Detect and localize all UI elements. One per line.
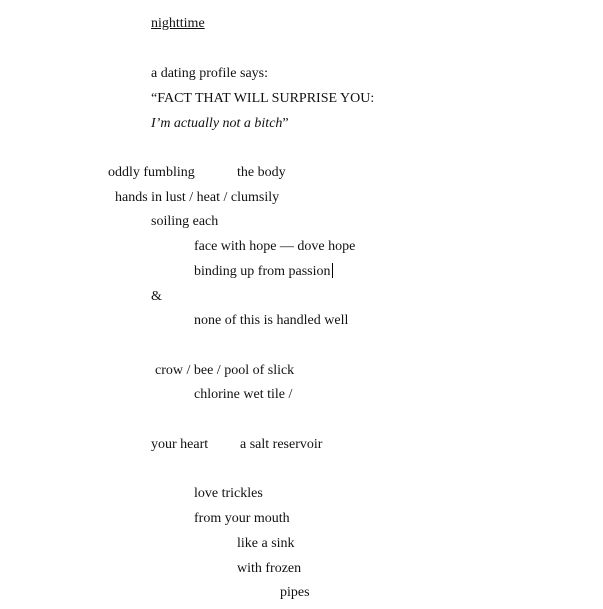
stanza1-line2: hands in lust / heat / clumsily [115, 190, 280, 205]
stanza1-line1-right: the body [237, 165, 286, 180]
intro-line-2: “FACT THAT WILL SURPRISE YOU: [151, 91, 375, 106]
stanza2-line1: crow / bee / pool of slick [155, 363, 295, 378]
intro-line-3 [151, 116, 289, 132]
stanza4-line5: pipes [280, 585, 310, 600]
intro-line-3-italic: I’m actually not a bitch [151, 116, 283, 131]
stanza1-line5 [194, 263, 333, 280]
stanza2-line2: chlorine wet tile / [194, 387, 293, 402]
stanza1-line3: soiling each [151, 214, 219, 229]
stanza1-line5-text: binding up from passion [194, 264, 331, 279]
stanza1-line6: & [151, 289, 162, 304]
stanza1-line1-left: oddly fumbling [108, 165, 195, 180]
intro-line-3-quote: ” [282, 116, 289, 131]
stanza3-line1-left: your heart [151, 437, 209, 452]
stanza4-line2: from your mouth [194, 511, 290, 526]
text-cursor [332, 263, 333, 278]
stanza1-line7: none of this is handled well [194, 313, 349, 328]
intro-line-1: a dating profile says: [151, 66, 269, 81]
stanza4-line3: like a sink [237, 536, 295, 551]
poem-title: nighttime [151, 16, 205, 31]
stanza1-line4: face with hope — dove hope [194, 239, 356, 254]
stanza3-line1-right: a salt reservoir [240, 437, 323, 452]
stanza4-line4: with frozen [237, 561, 302, 576]
stanza4-line1: love trickles [194, 486, 263, 501]
